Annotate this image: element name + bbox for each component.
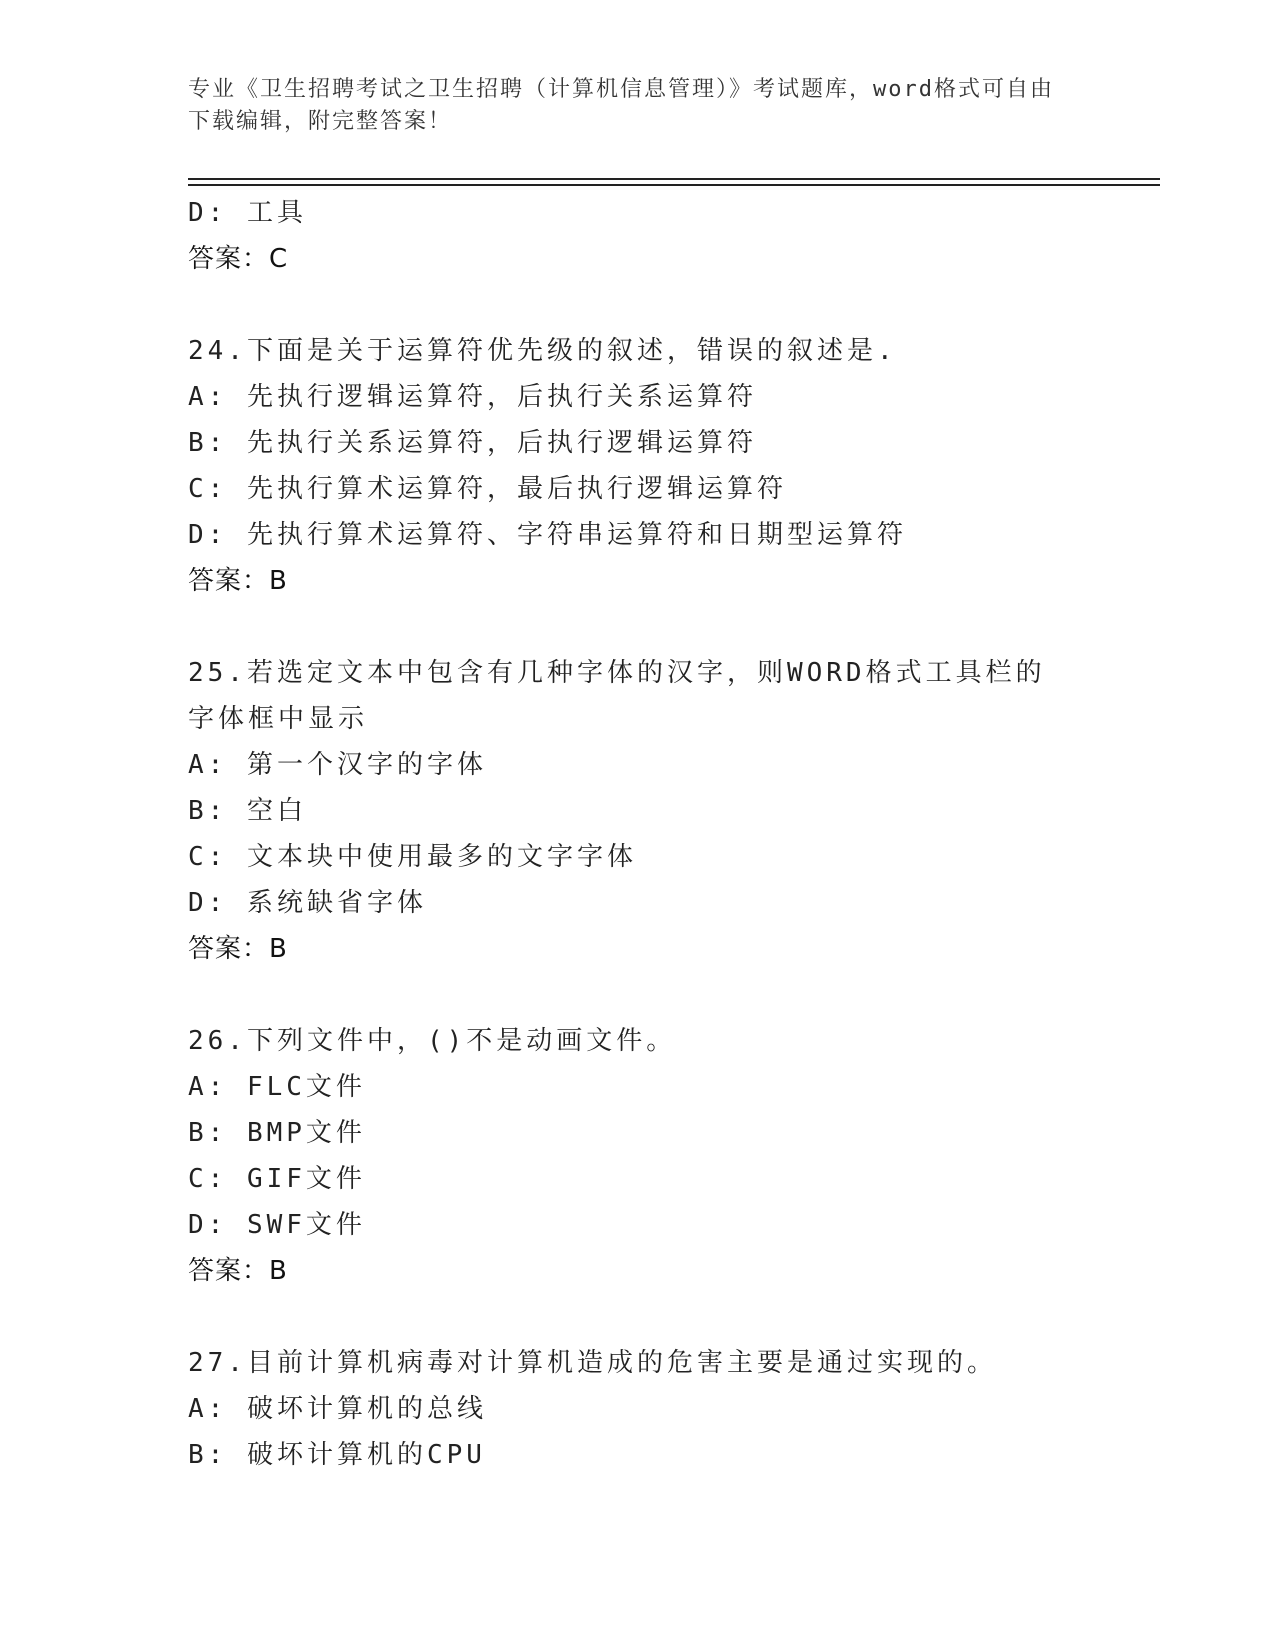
question-stem: 24.下面是关于运算符优先级的叙述，错误的叙述是. bbox=[188, 336, 897, 366]
option-a: A: 破坏计算机的总线 bbox=[188, 1394, 487, 1424]
question-stem: 25.若选定文本中包含有几种字体的汉字，则WORD格式工具栏的字体框中显示 bbox=[188, 658, 1046, 734]
answer-line: 答案：B bbox=[188, 1256, 288, 1286]
answer-line: 答案：B bbox=[188, 566, 288, 596]
spacer bbox=[188, 604, 1088, 650]
option-a: A: FLC文件 bbox=[188, 1072, 366, 1102]
document-header: 专业《卫生招聘考试之卫生招聘（计算机信息管理）》考试题库，word格式可自由下载编辑，附完整答案！ bbox=[188, 77, 1054, 134]
option-a: A: 先执行逻辑运算符，后执行关系运算符 bbox=[188, 382, 757, 412]
question-26 bbox=[188, 1018, 1088, 1294]
option-d: D: 先执行算术运算符、字符串运算符和日期型运算符 bbox=[188, 520, 907, 550]
option-d: D: SWF文件 bbox=[188, 1210, 366, 1240]
question-stem: 27.目前计算机病毒对计算机造成的危害主要是通过实现的。 bbox=[188, 1348, 997, 1378]
option-d: D: 工具 bbox=[188, 198, 307, 228]
header-divider-top bbox=[188, 178, 1160, 180]
option-c: C: GIF文件 bbox=[188, 1164, 366, 1194]
question-list bbox=[188, 190, 1088, 1478]
option-d: D: 系统缺省字体 bbox=[188, 888, 427, 918]
option-b: B: BMP文件 bbox=[188, 1118, 366, 1148]
option-c: C: 文本块中使用最多的文字字体 bbox=[188, 842, 637, 872]
spacer bbox=[188, 972, 1088, 1018]
header-divider-bottom bbox=[188, 184, 1160, 186]
option-b: B: 空白 bbox=[188, 796, 307, 826]
option-a: A: 第一个汉字的字体 bbox=[188, 750, 487, 780]
spacer bbox=[188, 282, 1088, 328]
question-25 bbox=[188, 650, 1088, 972]
option-c: C: 先执行算术运算符，最后执行逻辑运算符 bbox=[188, 474, 787, 504]
answer-line: 答案：B bbox=[188, 934, 288, 964]
spacer bbox=[188, 1294, 1088, 1340]
option-b: B: 破坏计算机的CPU bbox=[188, 1440, 486, 1470]
question-24 bbox=[188, 328, 1088, 604]
option-b: B: 先执行关系运算符，后执行逻辑运算符 bbox=[188, 428, 757, 458]
answer-line: 答案：C bbox=[188, 244, 289, 274]
question-stem: 26.下列文件中，()不是动画文件。 bbox=[188, 1026, 677, 1056]
question-27 bbox=[188, 1340, 1088, 1478]
